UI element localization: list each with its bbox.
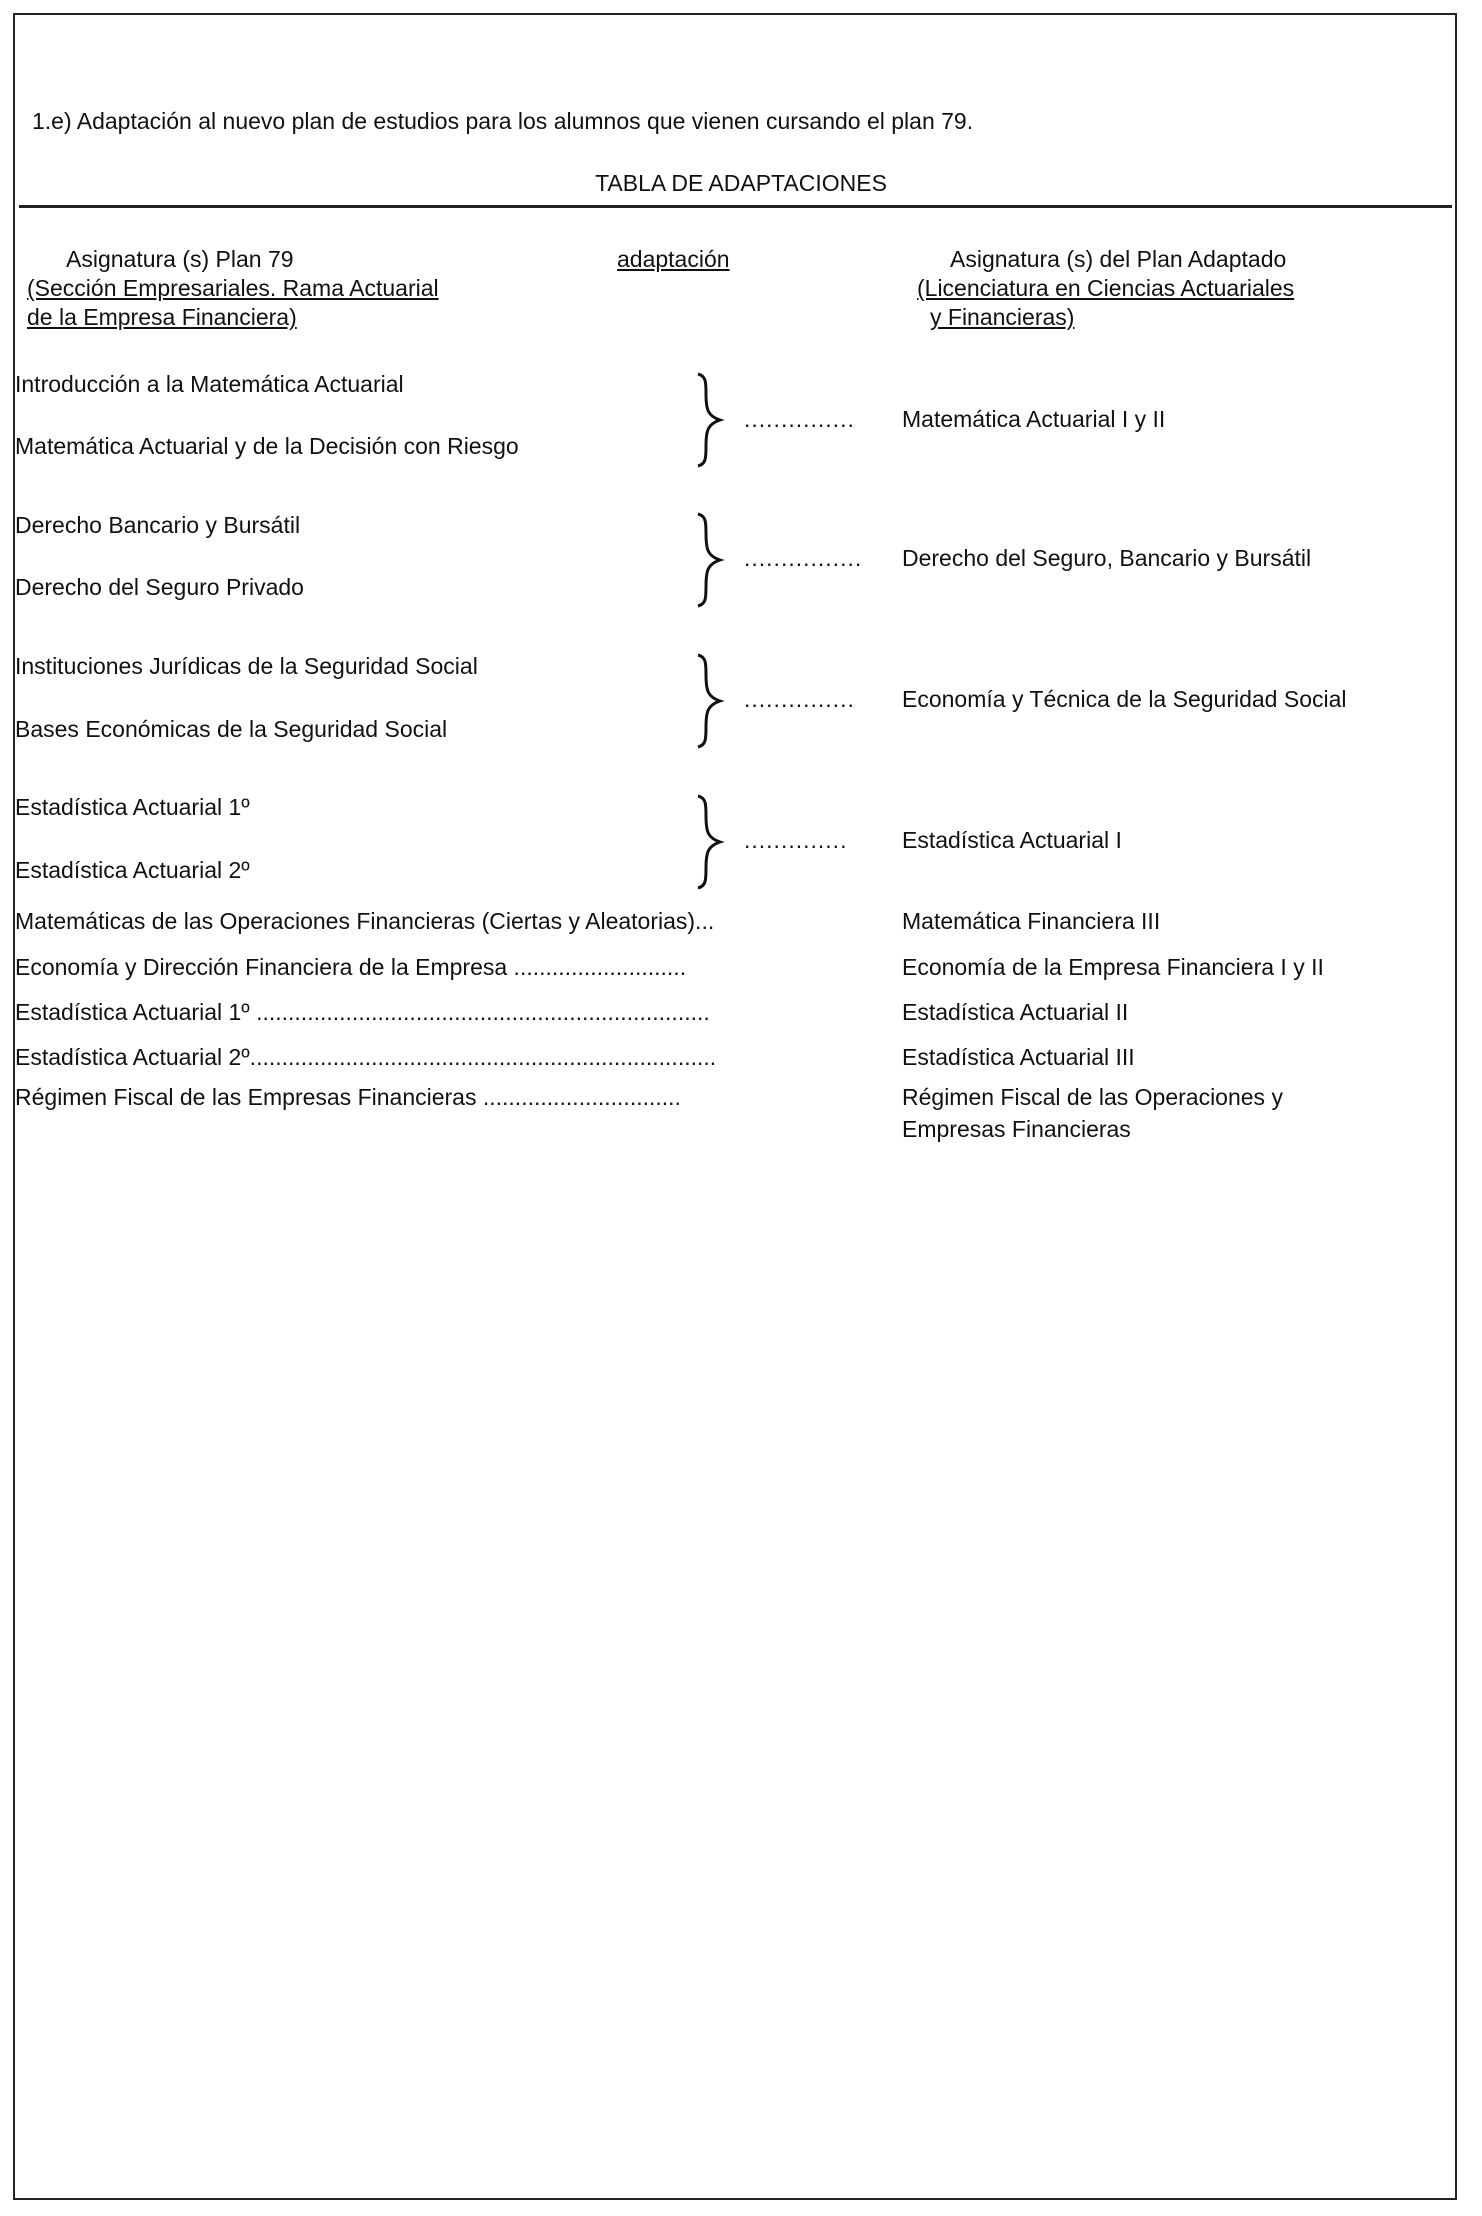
left-header-sub-1: (Sección Empresariales. Rama Actuarial xyxy=(27,275,439,301)
group-3-target: Economía y Técnica de la Seguridad Social xyxy=(902,686,1347,712)
right-header-title: Asignatura (s) del Plan Adaptado xyxy=(950,246,1287,272)
table-title: TABLA DE ADAPTACIONES xyxy=(595,170,887,196)
single-5-target-line-2: Empresas Financieras xyxy=(902,1116,1131,1142)
group-1-target: Matemática Actuarial I y II xyxy=(902,406,1166,432)
group-4-target: Estadística Actuarial I xyxy=(902,827,1122,853)
intro-text: 1.e) Adaptación al nuevo plan de estudios para los alumnos que vienen cursando el plan 79. xyxy=(32,108,974,134)
single-3-left: Estadística Actuarial 1º ....................................................................... xyxy=(15,999,710,1025)
single-3-target: Estadística Actuarial II xyxy=(902,999,1129,1025)
group-2-item-2: Derecho del Seguro Privado xyxy=(15,574,304,600)
single-4-target: Estadística Actuarial III xyxy=(902,1044,1135,1070)
single-2-target: Economía de la Empresa Financiera I y II xyxy=(902,954,1324,980)
left-header-title: Asignatura (s) Plan 79 xyxy=(66,246,294,272)
brace-icon xyxy=(690,794,730,890)
group-1-item-2: Matemática Actuarial y de la Decisión con Riesgo xyxy=(15,433,519,459)
right-header-sub-1: (Licenciatura en Ciencias Actuariales xyxy=(917,275,1295,301)
group-2-target: Derecho del Seguro, Bancario y Bursátil xyxy=(902,545,1312,571)
group-2-dots: ................ xyxy=(744,545,863,571)
single-2-left: Economía y Dirección Financiera de la Empresa ........................... xyxy=(15,954,687,980)
title-rule xyxy=(19,205,1452,208)
brace-icon xyxy=(690,372,730,468)
right-header-sub-2: y Financieras) xyxy=(930,304,1075,330)
single-5-left: Régimen Fiscal de las Empresas Financieras ............................... xyxy=(15,1084,681,1110)
group-3-item-1: Instituciones Jurídicas de la Seguridad Social xyxy=(15,653,478,679)
brace-icon xyxy=(690,512,730,608)
brace-icon xyxy=(690,653,730,749)
single-4-left: Estadística Actuarial 2º......................................................................... xyxy=(15,1044,717,1070)
single-5-target-line-1: Régimen Fiscal de las Operaciones y xyxy=(902,1084,1283,1110)
group-3-item-2: Bases Económicas de la Seguridad Social xyxy=(15,716,448,742)
group-1-dots: ............... xyxy=(744,406,855,432)
single-1-left: Matemáticas de las Operaciones Financieras (Ciertas y Aleatorias)... xyxy=(15,908,715,934)
group-3-dots: ............... xyxy=(744,686,855,712)
middle-header: adaptación xyxy=(617,246,730,272)
group-4-item-1: Estadística Actuarial 1º xyxy=(15,794,250,820)
group-4-item-2: Estadística Actuarial 2º xyxy=(15,857,250,883)
group-4-dots: .............. xyxy=(744,827,848,853)
group-2-item-1: Derecho Bancario y Bursátil xyxy=(15,512,301,538)
left-header-sub-2: de la Empresa Financiera) xyxy=(27,304,297,330)
single-1-target: Matemática Financiera III xyxy=(902,908,1161,934)
group-1-item-1: Introducción a la Matemática Actuarial xyxy=(15,371,404,397)
